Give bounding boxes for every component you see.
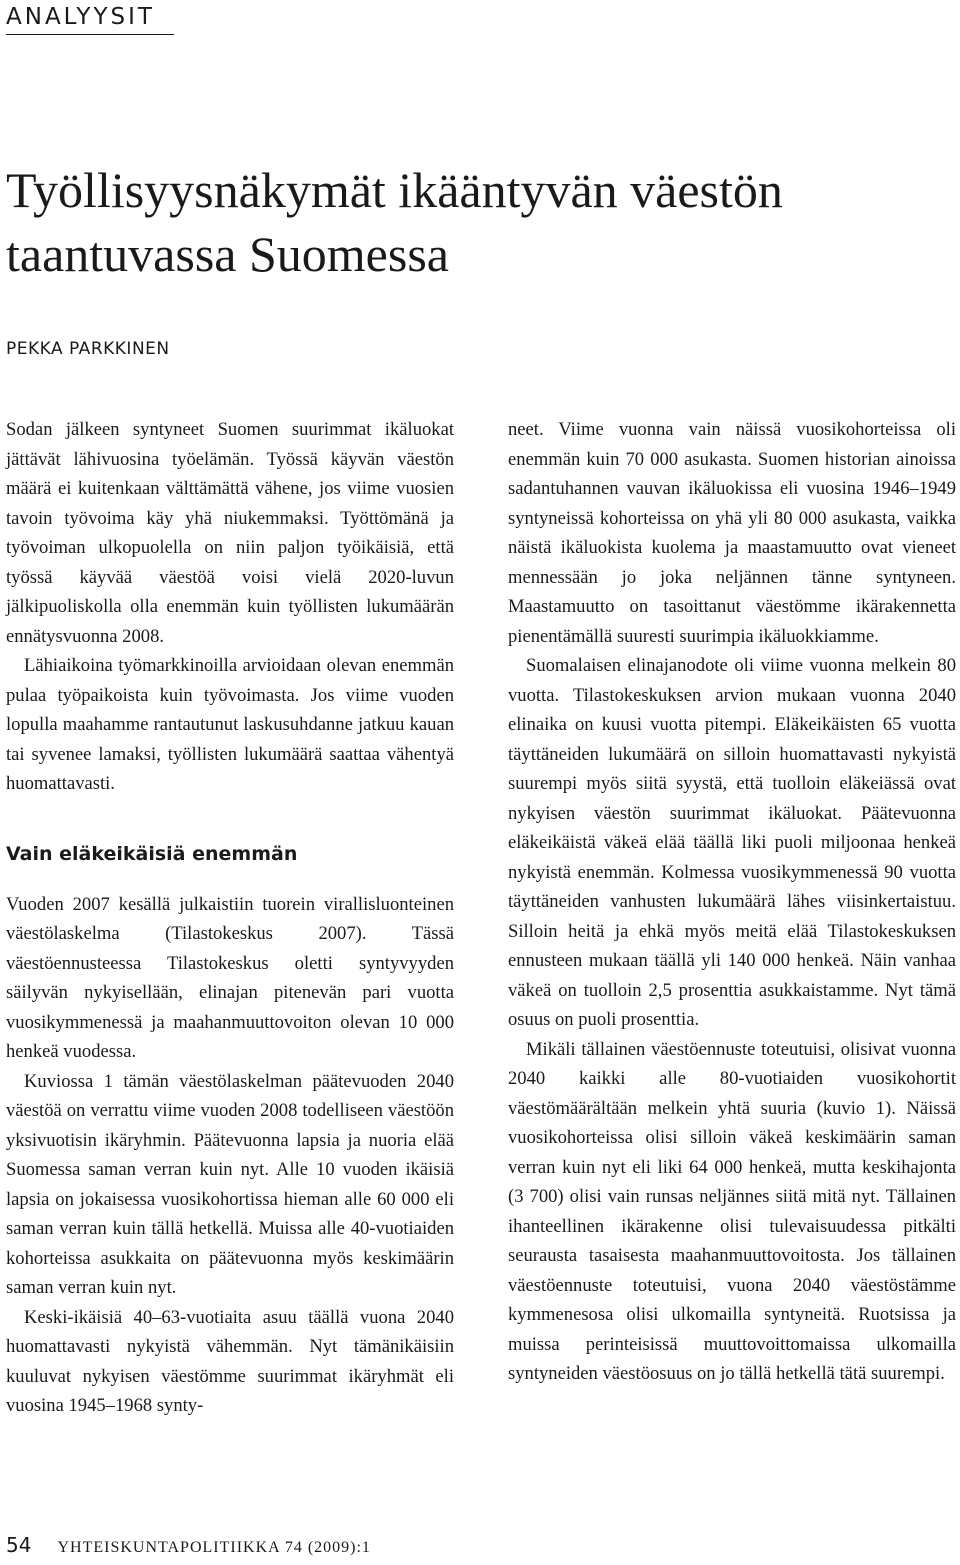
intro-paragraph-1: Sodan jälkeen syntyneet Suomen suurimmat ikäluokat jättävät lähivuosina työelämän. Työssä käyvän väestön määrä ei kuitenkaan välttämättä vähene, jos viime vuosien tavoin työvoima käy yhä niukemmaksi. Työttömänä ja työvoiman ulkopuolella on niin paljon työikäisiä, että työssä käyvää väestöä voisi vielä 2020-luvun jälkipuoliskolla olla enemmän kuin työllisten lukumäärän ennätysvuonna 2008. [6,419,454,647]
journal-citation: YHTEISKUNTAPOLITIIKKA 74 (2009):1 [57,1539,371,1556]
page-number: 54 [6,1533,32,1557]
right-column [508,415,956,1389]
section-label: ANALYYSIT [6,4,174,35]
author-name: PEKKA PARKKINEN [6,339,170,359]
body-paragraph-4: neet. Viime vuonna vain näissä vuosikohorteissa oli enemmän kuin 70 000 asukasta. Suomen historian ainoissa sadantuhannen vauvan ikäluokissa eli vuosina 1946–1949 syntyneissä kohorteissa on yhä yli 80 000 asukasta, vaikka näistä ikäluokista kuolema ja maastamuutto ovat vieneet mennessään jo joka neljännen tänne syntyneen. Maastamuutto on tasoittanut väestömme ikärakennetta pienentämällä suuresti suurimpia ikäluokkiamme. [508,419,956,647]
article-title: Työllisyysnäkymät ikääntyvän väestön taantuvassa Suomessa [6,162,783,282]
intro-paragraph-2: Lähiaikoina työmarkkinoilla arvioidaan olevan enemmän pulaa työpaikoista kuin työvoimasta. Jos viime vuoden lopulla maahamme rantautunut laskusuhdanne jatkuu kauan tai syvenee lamaksi, työllisten lukumäärä saattaa vähentyä huomattavasti. [6,655,454,794]
page-footer [6,1533,371,1557]
left-column [6,415,454,1421]
body-paragraph-5: Suomalaisen elinajanodote oli viime vuonna melkein 80 vuotta. Tilastokeskuksen arvion mukaan vuonna 2040 elinaika on kuusi vuotta pitempi. Eläkeikäisten 65 vuotta täyttäneiden lukumäärä on silloin huomattavasti nykyistä suurempi myös siitä syystä, että tuolloin eläkeiässä ovat nykyisen väestön suurimmat ikäluokat. Päätevuonna eläkeikäistä väkeä elää täällä liki puoli miljoonaa henkeä nykyistä enemmän. Kolmessa vuosikymmenessä 90 vuotta täyttäneiden vanhusten lukumäärä lähes viisinkertaistuu. Silloin heitä ja ehkä myös meitä elää Tilastokeskuksen ennusteen mukaan täällä yli 140 000 henkeä. Näin vanhaa väkeä on tuolloin 2,5 prosenttia asukkaistamme. Nyt tämä osuus on puoli prosenttia. [508,655,956,1030]
body-paragraph-2: Kuviossa 1 tämän väestölaskelman päätevuoden 2040 väestöä on verrattu viime vuoden 2008 todelliseen väestöön yksivuotisin ikäryhmin. Päätevuonna lapsia ja nuoria elää Suomessa saman verran kuin nyt. Alle 10 vuoden ikäisiä lapsia on jokaisessa vuosikohortissa hieman alle 60 000 eli saman verran kuin tällä hetkellä. Muissa alle 40-vuotiaiden kohorteissa asukkaita on päätevuonna myös keskimäärin saman verran kuin nyt. [6,1070,454,1298]
body-paragraph-1: Vuoden 2007 kesällä julkaistiin tuorein virallisluonteinen väestölaskelma (Tilastokeskus 2007). Tässä väestöennusteessa Tilastokeskus oletti syntyvyyden säilyvän nykyisellään, elinajan pitenevän pari vuotta vuosikymmenessä ja maahanmuuttovoiton olevan 10 000 henkeä vuodessa. [6,893,454,1062]
body-paragraph-3: Keski-ikäisiä 40–63-vuotiaita asuu täällä vuona 2040 huomattavasti nykyistä vähemmän. Nyt tämänikäisiin kuuluvat nykyisen väestömme suurimmat ikäryhmät eli vuosina 1945–1968 synty- [6,1306,454,1416]
body-paragraph-6: Mikäli tällainen väestöennuste toteutuisi, olisivat vuonna 2040 kaikki alle 80-vuotiaiden vuosikohortit väestömäärältään melkein yhtä suuria (kuvio 1). Näissä vuosikohorteissa olisi silloin väkeä keskimäärin saman verran kuin nyt eli liki 64 000 henkeä, mutta keskihajonta (3 700) olisi vain runsas neljännes siitä mitä nyt. Tällainen ihanteellinen ikärakenne olisi tulevaisuudessa pitkälti seurausta tasaisesta maahanmuuttovoitosta. Jos tällainen väestöennuste toteutuisi, vuona 2040 väestöstämme kymmenesosa olisi ulkomailla syntyneitä. Ruotsissa ja muissa perinteisissä muuttovoittomaissa ulkomailla syntyneiden väestöosuus on jo tällä hetkellä tätä suurempi. [508,1038,956,1384]
section-subheading: Vain eläkeikäisiä enemmän [6,842,298,865]
